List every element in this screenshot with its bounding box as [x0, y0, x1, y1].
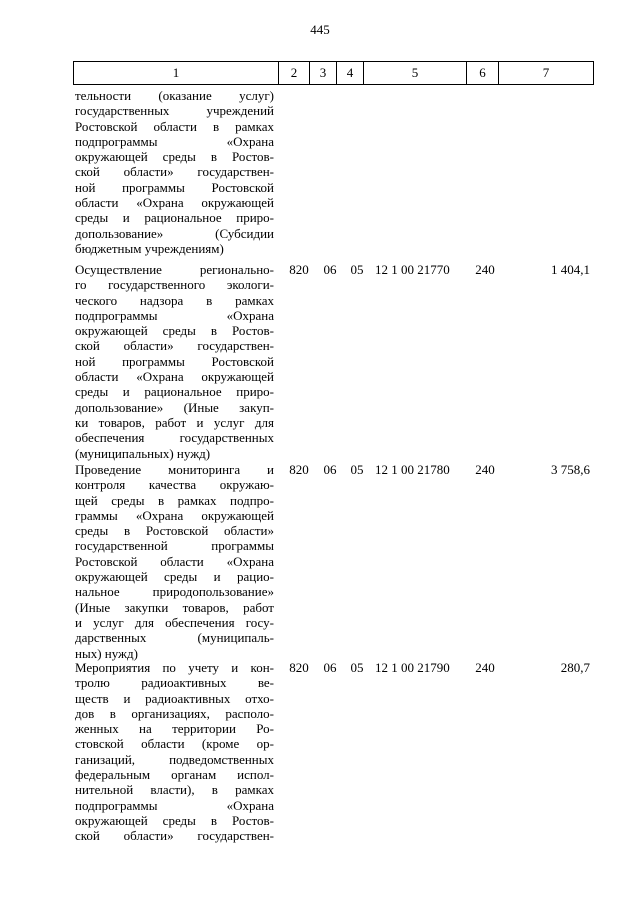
cell-ministry-code: 820	[289, 262, 309, 277]
text-line: Ростовской области в рамках	[75, 118, 274, 134]
text-line: ганизаций, подведомственных	[75, 751, 274, 767]
continuation-text	[75, 88, 274, 256]
text-line: дов в организациях, располо-	[75, 705, 274, 721]
cell-section: 06	[323, 262, 337, 277]
text-line: ных) нужд)	[75, 645, 138, 661]
cell-expense-type: 240	[475, 660, 495, 675]
text-line: граммы «Охрана окружающей	[75, 507, 274, 523]
text-line: дарственных (муниципаль-	[75, 630, 274, 646]
text-line: подпрограммы «Охрана	[75, 797, 274, 813]
cell-expense-type: 240	[475, 462, 495, 477]
text-line: федеральным органам испол-	[75, 767, 274, 783]
header-col-2: 2	[279, 62, 310, 85]
text-line: нительной власти), в рамках	[75, 782, 274, 798]
cell-section: 06	[323, 462, 337, 477]
table-header	[73, 61, 594, 85]
cell-target-article: 12 1 00 21790	[375, 660, 450, 675]
text-line: и услуг для обеспечения госу-	[75, 614, 274, 630]
cell-subsection: 05	[350, 262, 364, 277]
cell-expense-type: 240	[475, 262, 495, 277]
text-line: окружающей среды и рацио-	[75, 569, 274, 585]
text-line: ской области» государствен-	[75, 338, 274, 354]
text-line: подпрограммы «Охрана	[75, 307, 274, 323]
text-line: государственных учреждений	[75, 103, 274, 119]
cell-ministry-code: 820	[289, 660, 309, 675]
text-line: окружающей среды в Ростов-	[75, 812, 274, 828]
text-line: ной программы Ростовской	[75, 353, 274, 369]
text-line: ной программы Ростовской	[75, 179, 274, 195]
text-line: щей среды в рамках подпро-	[75, 492, 274, 508]
header-col-1: 1	[74, 62, 279, 85]
text-line: бюджетным учреждениям)	[75, 240, 224, 256]
text-line: государственной программы	[75, 538, 274, 554]
header-col-7: 7	[499, 62, 594, 85]
text-line: нальное природопользование»	[75, 584, 274, 600]
text-line: области «Охрана окружающей	[75, 369, 274, 385]
cell-target-article: 12 1 00 21770	[375, 262, 450, 277]
header-col-5: 5	[364, 62, 467, 85]
text-line: Осуществление регионально-	[75, 262, 274, 277]
cell-amount: 1 404,1	[551, 262, 590, 277]
header-col-3: 3	[310, 62, 337, 85]
text-line: допользование» (Иные закуп-	[75, 399, 274, 415]
text-line: ки товаров, работ и услуг для	[75, 414, 274, 430]
text-line: (муниципальных) нужд)	[75, 445, 211, 461]
cell-amount: 280,7	[560, 660, 590, 675]
cell-target-article: 12 1 00 21780	[375, 462, 450, 477]
text-line: подпрограммы «Охрана	[75, 133, 274, 149]
text-line: тролю радиоактивных ве-	[75, 675, 274, 691]
text-line: окружающей среды в Ростов-	[75, 149, 274, 165]
cell-ministry-code: 820	[289, 462, 309, 477]
text-line: среды в Ростовской области»	[75, 523, 274, 539]
text-line: Проведение мониторинга и	[75, 462, 274, 477]
cell-amount: 3 758,6	[551, 462, 590, 477]
header-col-4: 4	[337, 62, 364, 85]
text-line: го государственного экологи-	[75, 277, 274, 293]
header-col-6: 6	[467, 62, 499, 85]
cell-section: 06	[323, 660, 337, 675]
page-number: 445	[310, 22, 330, 37]
text-line: (Иные закупки товаров, работ	[75, 599, 274, 615]
text-line: ской области» государствен-	[75, 828, 274, 844]
text-line: области «Охрана окружающей	[75, 195, 274, 211]
text-line: Ростовской области «Охрана	[75, 553, 274, 569]
cell-subsection: 05	[350, 462, 364, 477]
text-line: среды и рациональное приро-	[75, 384, 274, 400]
text-line: допользование» (Субсидии	[75, 225, 274, 241]
text-line: обеспечения государственных	[75, 430, 274, 446]
text-line: Мероприятия по учету и кон-	[75, 660, 274, 675]
row-description	[75, 262, 274, 461]
text-line: окружающей среды в Ростов-	[75, 323, 274, 339]
row-description	[75, 462, 274, 661]
cell-subsection: 05	[350, 660, 364, 675]
text-line: стовской области (кроме ор-	[75, 736, 274, 752]
text-line: ческого надзора в рамках	[75, 292, 274, 308]
text-line: контроля качества окружаю-	[75, 477, 274, 493]
row-description	[75, 660, 274, 844]
text-line: ществ и радиоактивных отхо-	[75, 690, 274, 706]
text-line: женных на территории Ро-	[75, 721, 274, 737]
text-line: ской области» государствен-	[75, 164, 274, 180]
text-line: среды и рациональное приро-	[75, 210, 274, 226]
text-line: тельности (оказание услуг)	[75, 88, 274, 103]
